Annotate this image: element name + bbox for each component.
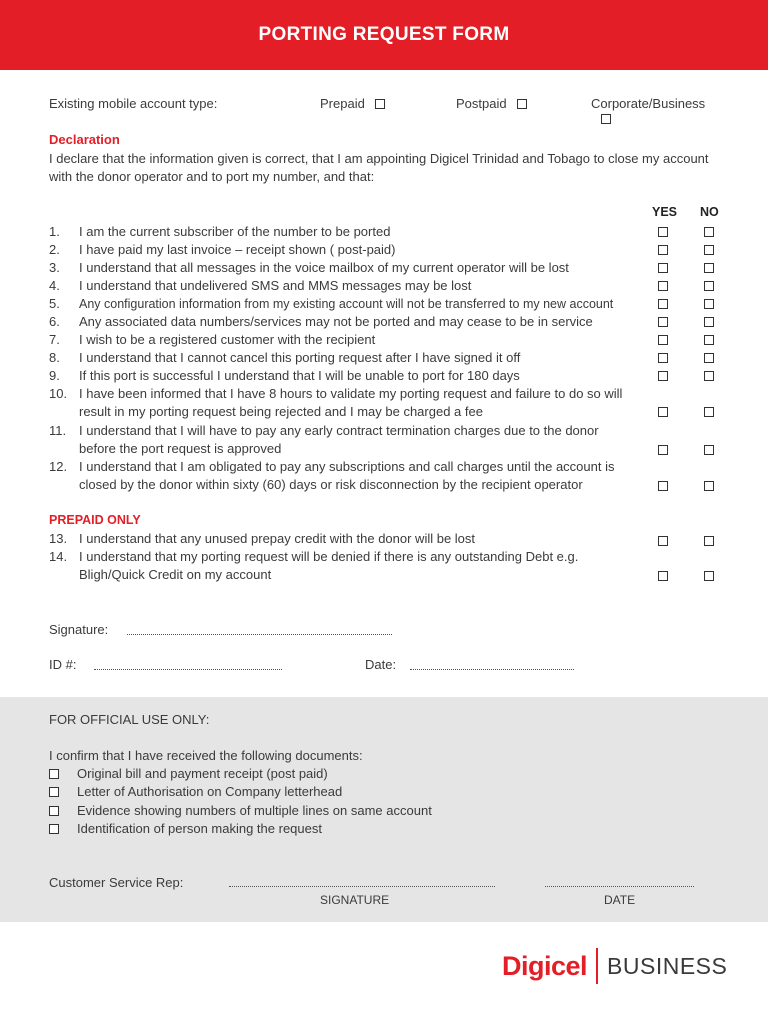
item-number: 5.: [49, 296, 60, 311]
yes-checkbox[interactable]: [658, 299, 668, 309]
account-type-label: Existing mobile account type:: [49, 96, 218, 111]
yes-column-header: YES: [652, 205, 678, 219]
form-header: [0, 0, 768, 70]
yes-checkbox[interactable]: [658, 536, 668, 546]
official-confirm-text: I confirm that I have received the following documents:: [49, 748, 363, 763]
official-use-section: [0, 697, 768, 922]
logo-division: BUSINESS: [607, 952, 728, 979]
document-label: Original bill and payment receipt (post paid): [77, 766, 328, 781]
prepaid-item: [49, 548, 768, 584]
official-heading: FOR OFFICIAL USE ONLY:: [49, 712, 210, 727]
document-checkbox[interactable]: [49, 787, 59, 797]
yes-checkbox[interactable]: [658, 353, 668, 363]
item-number: 14.: [49, 549, 68, 564]
date-label: Date:: [365, 657, 397, 672]
logo-divider: [596, 948, 598, 984]
item-text-continued: result in my porting request being rejected and I may be charged a fee: [79, 404, 483, 419]
rep-signature-field[interactable]: [229, 886, 495, 887]
document-item: [49, 802, 432, 820]
item-text: I understand that I will have to pay any early contract termination charges due to the donor: [79, 423, 599, 438]
yes-checkbox[interactable]: [658, 445, 668, 455]
date-caption: DATE: [604, 893, 636, 907]
item-text: Any configuration information from my existing account will not be transferred to my new account: [79, 297, 614, 311]
no-checkbox[interactable]: [704, 281, 714, 291]
item-number: 8.: [49, 350, 60, 365]
no-checkbox[interactable]: [704, 317, 714, 327]
document-item: [49, 820, 322, 838]
signature-label: Signature:: [49, 622, 109, 637]
item-number: 4.: [49, 278, 60, 293]
document-label: Letter of Authorisation on Company letterhead: [77, 784, 343, 799]
document-checkbox[interactable]: [49, 769, 59, 779]
yes-checkbox[interactable]: [658, 245, 668, 255]
item-text: Any associated data numbers/services may not be ported and may cease to be in service: [79, 314, 593, 329]
item-text: I understand that I am obligated to pay any subscriptions and call charges until the account is: [79, 459, 615, 474]
option-corporate[interactable]: [591, 96, 724, 126]
item-text: I understand that my porting request will be denied if there is any outstanding Debt e.g.: [79, 549, 579, 564]
item-text: If this port is successful I understand that I will be unable to port for 180 days: [79, 368, 520, 383]
yes-checkbox[interactable]: [658, 227, 668, 237]
item-number: 12.: [49, 459, 68, 474]
logo-brand: Digicel: [502, 950, 588, 981]
yes-checkbox[interactable]: [658, 481, 668, 491]
item-text-continued: Bligh/Quick Credit on my account: [79, 567, 272, 582]
form-title: PORTING REQUEST FORM: [258, 24, 510, 45]
item-number: 1.: [49, 224, 60, 239]
no-checkbox[interactable]: [704, 335, 714, 345]
item-number: 2.: [49, 242, 60, 257]
no-column-header: NO: [700, 205, 719, 219]
document-checkbox[interactable]: [49, 806, 59, 816]
no-checkbox[interactable]: [704, 371, 714, 381]
id-label: ID #:: [49, 657, 77, 672]
yes-checkbox[interactable]: [658, 281, 668, 291]
yes-checkbox[interactable]: [658, 263, 668, 273]
signature-field[interactable]: [127, 634, 392, 635]
item-text: I understand that undelivered SMS and MMS messages may be lost: [79, 278, 472, 293]
item-text-continued: closed by the donor within sixty (60) days or risk disconnection by the recipient operator: [79, 477, 583, 492]
item-text: I understand that all messages in the voice mailbox of my current operator will be lost: [79, 260, 569, 275]
id-field[interactable]: [94, 669, 282, 670]
yes-checkbox[interactable]: [658, 407, 668, 417]
postpaid-checkbox[interactable]: [517, 99, 527, 109]
option-prepaid[interactable]: [320, 96, 385, 111]
document-item: [49, 765, 328, 783]
item-number: 7.: [49, 332, 60, 347]
no-checkbox[interactable]: [704, 353, 714, 363]
item-number: 9.: [49, 368, 60, 383]
item-number: 13.: [49, 531, 68, 546]
prepaid-only-heading: PREPAID ONLY: [49, 513, 141, 527]
item-text: I am the current subscriber of the number to be ported: [79, 224, 391, 239]
yes-checkbox[interactable]: [658, 317, 668, 327]
yes-checkbox[interactable]: [658, 571, 668, 581]
document-checkbox[interactable]: [49, 824, 59, 834]
yes-checkbox[interactable]: [658, 371, 668, 381]
no-checkbox[interactable]: [704, 481, 714, 491]
item-text: I understand that I cannot cancel this porting request after I have signed it off: [79, 350, 521, 365]
corporate-checkbox[interactable]: [601, 114, 611, 124]
item-number: 11.: [49, 423, 67, 438]
no-checkbox[interactable]: [704, 263, 714, 273]
item-text-continued: before the port request is approved: [79, 441, 282, 456]
document-item: [49, 783, 342, 801]
no-checkbox[interactable]: [704, 445, 714, 455]
no-checkbox[interactable]: [704, 245, 714, 255]
no-checkbox[interactable]: [704, 227, 714, 237]
declaration-text: I declare that the information given is correct, that I am appointing Digicel Trinidad and Tobago to close my account with the donor operator and to port my number, and that:: [49, 151, 709, 184]
signature-caption: SIGNATURE: [320, 893, 390, 907]
item-text: I understand that any unused prepay credit with the donor will be lost: [79, 531, 476, 546]
date-field[interactable]: [410, 669, 574, 670]
option-postpaid-label: Postpaid: [456, 96, 507, 111]
prepaid-checkbox[interactable]: [375, 99, 385, 109]
item-number: 10.: [49, 386, 68, 401]
account-type-row: [49, 96, 724, 114]
declaration-item: [49, 422, 768, 458]
item-text: I wish to be a registered customer with the recipient: [79, 332, 376, 347]
item-text: I have been informed that I have 8 hours to validate my porting request and failure to do so will: [79, 386, 623, 401]
item-number: 6.: [49, 314, 60, 329]
no-checkbox[interactable]: [704, 407, 714, 417]
document-label: Identification of person making the request: [77, 821, 322, 836]
declaration-heading: Declaration: [49, 132, 120, 147]
no-checkbox[interactable]: [704, 536, 714, 546]
option-prepaid-label: Prepaid: [320, 96, 365, 111]
option-corporate-label: Corporate/Business: [591, 96, 706, 111]
declaration-item: [49, 458, 768, 494]
item-text: I have paid my last invoice – receipt shown ( post-paid): [79, 242, 396, 257]
declaration-item: [49, 385, 768, 421]
no-checkbox[interactable]: [704, 299, 714, 309]
item-number: 3.: [49, 260, 60, 275]
digicel-business-logo: [502, 948, 727, 984]
customer-service-rep-label: Customer Service Rep:: [49, 875, 184, 890]
rep-date-field[interactable]: [545, 886, 694, 887]
yes-checkbox[interactable]: [658, 335, 668, 345]
no-checkbox[interactable]: [704, 571, 714, 581]
document-label: Evidence showing numbers of multiple lines on same account: [77, 803, 432, 818]
option-postpaid[interactable]: [456, 96, 527, 111]
